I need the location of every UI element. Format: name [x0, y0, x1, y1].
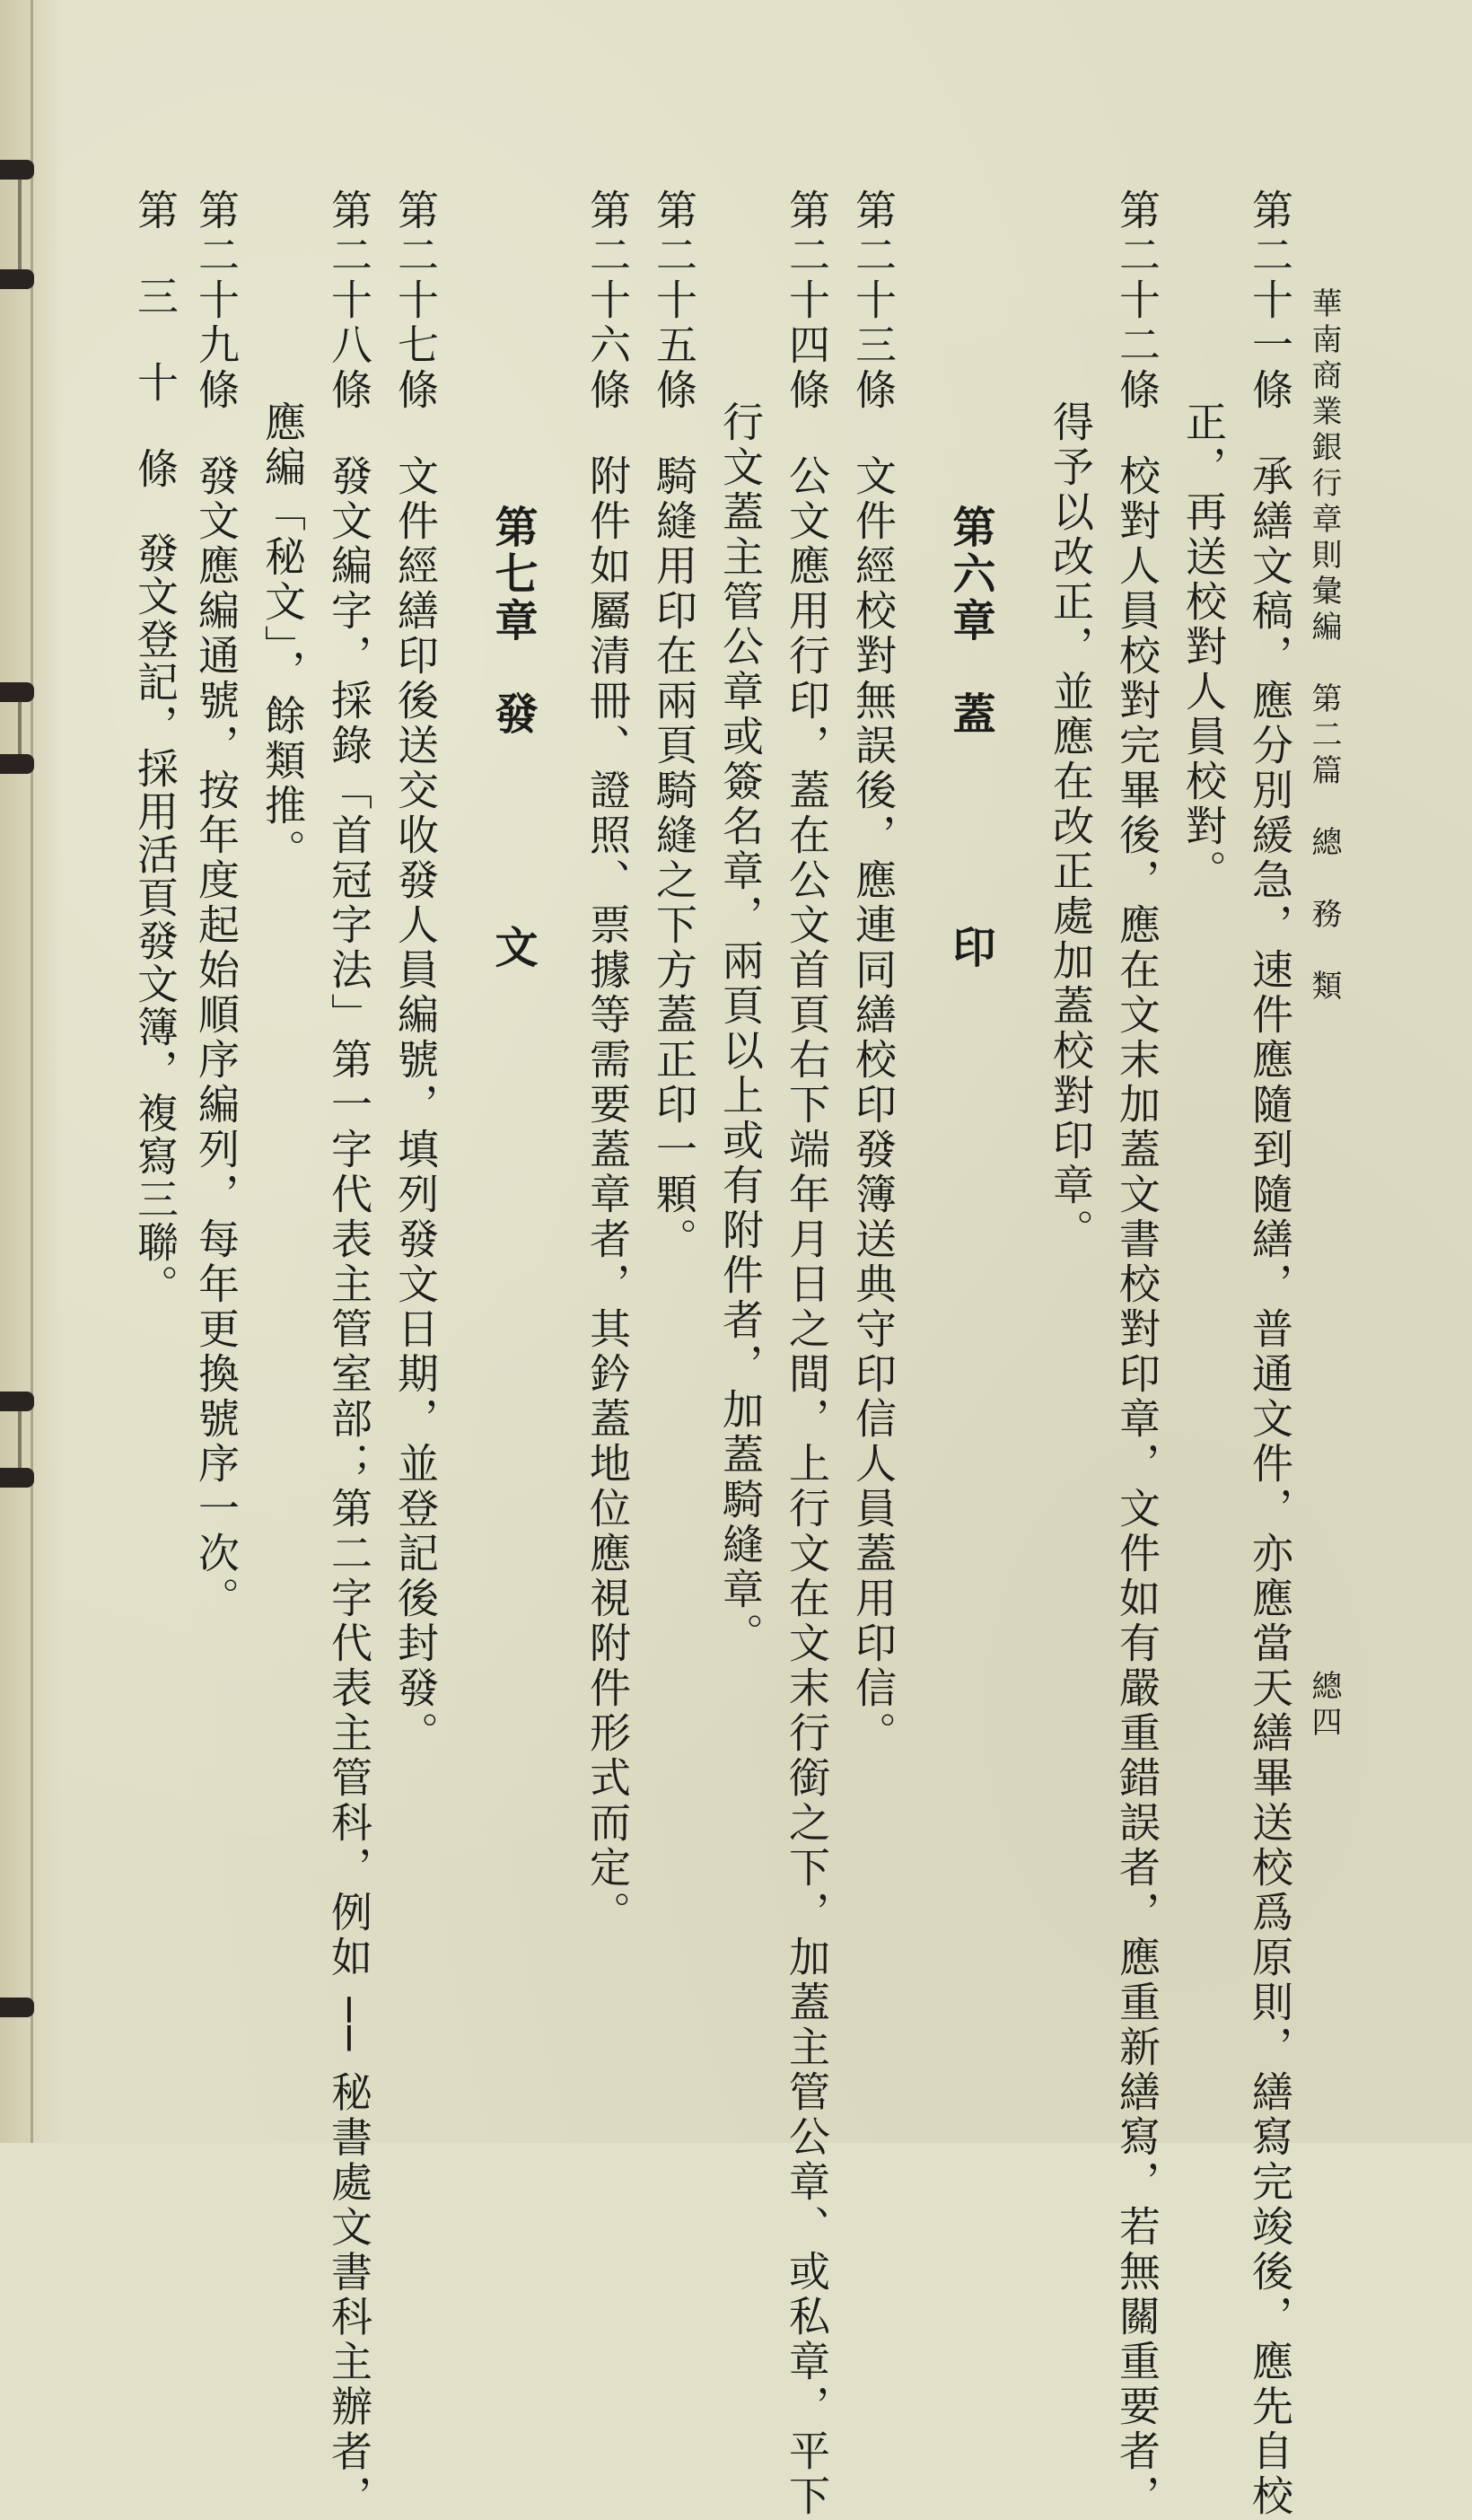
article-text: 得予以改正，並應在改正處加蓋校對印章。 [1047, 400, 1095, 1253]
binding-fold-line [31, 0, 33, 2143]
binding-stitch [0, 1998, 34, 2017]
article-text: 校對人員校對完畢後，應在文末加蓋文書校對印章，文件如有嚴重錯誤者，應重新繕寫，若無關重要者， [1113, 454, 1161, 2519]
article-text: 正，再送校對人員校對。 [1179, 400, 1228, 894]
article-text: 承繕文稿，應分別緩急，速件應隨到隨繕，普通文件，亦應當天繕畢送校爲原則，繕寫完竣後，應先自校 [1246, 454, 1294, 2519]
binding-thread [18, 700, 22, 754]
running-header: 華南商業銀行章則彙編 第二篇 總 務 類 [1306, 287, 1342, 1005]
article-text: 行文蓋主管公章或簽名章，兩頁以上或有附件者，加蓋騎縫章。 [716, 400, 765, 1657]
binding-stitch [0, 269, 34, 289]
binding-stitch [0, 1392, 34, 1411]
chapter-6-heading: 第六章 蓋 印 [945, 505, 995, 971]
article-21-line-1 [1246, 189, 1294, 2519]
article-text: 發文編字，採錄「首冠字法」第一字代表主管室部；第二字代表主管科，例如 ── 秘書處文書科主辦者， [325, 454, 373, 2520]
chapter-7-heading: 第七章 發 文 [487, 505, 538, 971]
article-28-line-1 [325, 189, 373, 2520]
article-number: 第二十七條 [391, 189, 440, 413]
article-23 [849, 189, 898, 1756]
binding-thread [18, 180, 22, 278]
article-text: 文件經校對無誤後，應連同繕校印發簿送典守印信人員蓋用印信。 [849, 454, 898, 1756]
article-number: 第二十一條 [1246, 189, 1294, 413]
article-22-line-1 [1113, 189, 1161, 2519]
article-22-line-2 [1047, 400, 1095, 1253]
article-number: 第 三 十 條 [131, 189, 180, 490]
article-number: 第二十三條 [849, 189, 898, 413]
article-text: 文件經繕印後送交收發人員編號，填列發文日期，並登記後封發。 [391, 454, 440, 1756]
article-number: 第二十八條 [325, 189, 373, 413]
article-text: 應編「秘文」，餘類推。 [258, 400, 307, 874]
article-28-line-2 [258, 400, 307, 874]
binding-thread [18, 1409, 22, 1472]
article-27 [391, 189, 440, 1756]
article-number: 第二十六條 [583, 189, 632, 413]
article-number: 第二十四條 [783, 189, 831, 413]
article-number: 第二十九條 [192, 189, 241, 413]
article-25 [650, 189, 698, 1262]
article-number: 第二十五條 [650, 189, 698, 413]
binding-stitch [0, 754, 34, 774]
article-26 [583, 189, 632, 1936]
binding-stitch [0, 682, 34, 702]
article-text: 騎縫用印在兩頁騎縫之下方蓋正印一顆。 [650, 454, 698, 1262]
binding-stitch [0, 1468, 34, 1488]
article-text: 公文應用行印，蓋在公文首頁右下端年月日之間，上行文在文末行銜之下，加蓋主管公章、或私章，平下 [783, 454, 831, 2519]
binding-stitch [0, 160, 34, 180]
article-29 [192, 189, 241, 1621]
article-21-line-2 [1179, 400, 1228, 894]
article-text: 發文登記，採用活頁發文簿，複寫三聯。 [131, 531, 180, 1307]
article-24-line-2 [716, 400, 765, 1657]
article-number: 第二十二條 [1113, 189, 1161, 413]
article-text: 附件如屬清冊、證照、票據等需要蓋章者，其鈐蓋地位應視附件形式而定。 [583, 454, 632, 1936]
article-30 [131, 189, 180, 1307]
article-24-line-1 [783, 189, 831, 2519]
article-text: 發文應編通號，按年度起始順序編列，每年更換號序一次。 [192, 454, 241, 1621]
page-number: 總四 [1306, 1670, 1342, 1742]
